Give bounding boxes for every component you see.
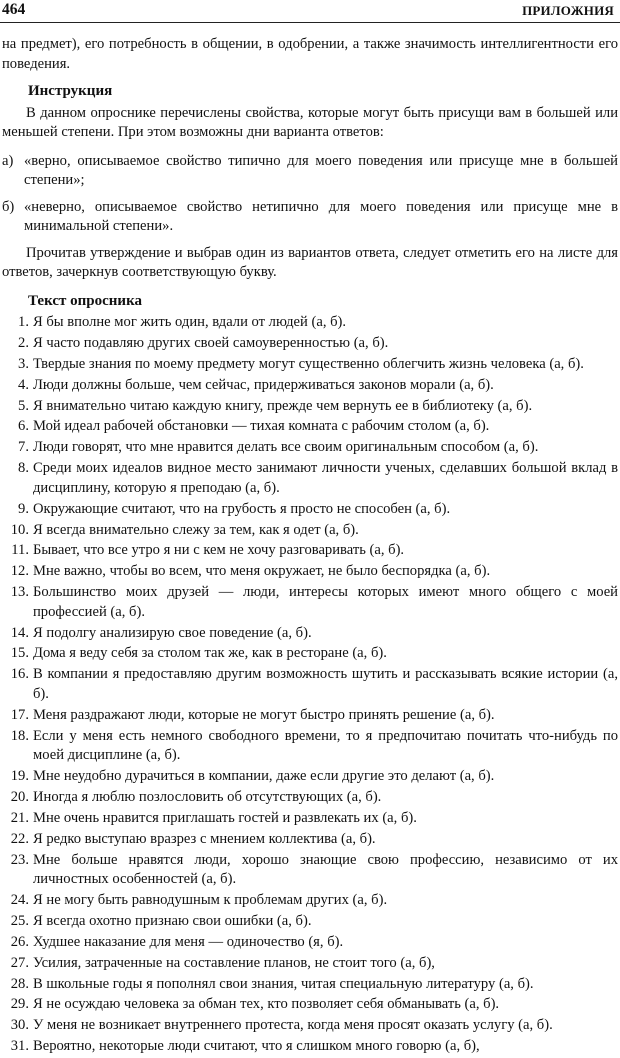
- instruction-paragraph: В данном опроснике перечислены свойства, которые могут быть присущи вам в большей или меньшей степени. При этом возможны дни варианта ответов:: [2, 104, 618, 140]
- item-text: Я подолгу анализирую свое поведение (а, б).: [33, 624, 312, 641]
- item-text: Я внимательно читаю каждую книгу, прежде чем вернуть ее в библиотеку (а, б).: [33, 397, 533, 414]
- questionnaire-item: [2, 975, 618, 995]
- questionnaire-item: [2, 1037, 618, 1057]
- item-number: 4.: [18, 376, 29, 393]
- item-text: Дома я веду себя за столом так же, как в ресторане (а, б).: [33, 645, 387, 662]
- item-text: Бывает, что все утро я ни с кем не хочу разговаривать (а, б).: [33, 542, 405, 559]
- item-text: Большинство моих друзей — люди, интересы которых имеют много общего с моей профессией (а, б).: [33, 584, 618, 620]
- item-text: Я не осуждаю человека за обман тех, кто позволяет себя обманывать (а, б).: [33, 996, 500, 1013]
- questionnaire-item: [2, 355, 618, 375]
- questionnaire-item: [2, 397, 618, 417]
- item-number: 11.: [11, 542, 29, 559]
- item-number: 27.: [10, 954, 29, 971]
- questionnaire-item: [2, 1016, 618, 1036]
- questionnaire-item: [2, 376, 618, 396]
- item-text: Меня раздражают люди, которые не могут быстро принять решение (а, б).: [33, 706, 495, 723]
- item-text: Если у меня есть немного свободного времени, то я предпочитаю почитать что-нибудь по моей дисциплине (а, б).: [33, 727, 618, 764]
- questionnaire-item: [2, 891, 618, 911]
- questionnaire-item: [2, 809, 618, 829]
- questionnaire-item: [2, 334, 618, 354]
- item-number: 30.: [10, 1017, 29, 1034]
- questionnaire-item: [2, 954, 618, 974]
- questionnaire-item: [2, 706, 618, 726]
- item-number: 3.: [18, 355, 29, 372]
- item-number: 2.: [18, 334, 29, 351]
- item-number: 31.: [10, 1038, 29, 1055]
- item-number: 23.: [10, 851, 29, 868]
- item-text: Я бы вполне мог жить один, вдали от людей (а, б).: [33, 314, 347, 330]
- item-text: Я не могу быть равнодушным к проблемам других (а, б).: [33, 891, 388, 908]
- variant-marker: б): [2, 198, 15, 215]
- answer-variants: [2, 152, 618, 237]
- answer-variant: [2, 198, 618, 237]
- item-number: 14.: [10, 624, 29, 641]
- questionnaire-item: [2, 851, 618, 890]
- questionnaire-item: [2, 995, 618, 1015]
- questionnaire-item: [2, 459, 618, 498]
- questionnaire-item: [2, 562, 618, 582]
- page-body: [2, 35, 618, 1058]
- questionnaire-item: [2, 933, 618, 953]
- item-number: 17.: [10, 706, 29, 723]
- item-text: Я редко выступаю вразрез с мнением коллектива (а, б).: [33, 830, 376, 847]
- item-text: Мой идеал рабочей обстановки — тихая комната с рабочим столом (а, б).: [33, 418, 490, 435]
- item-text: У меня не возникает внутреннего протеста, когда меня просят оказать услугу (а, б).: [33, 1017, 553, 1034]
- item-number: 28.: [10, 975, 29, 992]
- intro-continuation: на предмет), его потребность в общении, в одобрении, а также значимость интеллигентности его поведения.: [2, 36, 618, 72]
- item-text: Среди моих идеалов видное место занимают личности ученых, сделавших большой вклад в дисциплину, которую я преподаю (а, б).: [33, 460, 618, 496]
- item-number: 26.: [10, 933, 29, 950]
- item-text: В компании я предоставляю другим возможность шутить и рассказывать всякие истории (а, б).: [33, 666, 618, 702]
- questionnaire-item: [2, 500, 618, 520]
- item-text: Окружающие считают, что на грубость я просто не способен (а, б).: [33, 500, 451, 517]
- item-number: 10.: [10, 521, 29, 538]
- questionnaire-item: [2, 313, 618, 333]
- item-text: Иногда я люблю позлословить об отсутствующих (а, б).: [33, 788, 382, 805]
- item-text: Твердые знания по моему предмету могут существенно облегчить жизнь человека (а, б).: [33, 355, 584, 372]
- item-number: 6.: [18, 418, 29, 435]
- questionnaire-item: [2, 644, 618, 664]
- item-number: 22.: [10, 830, 29, 847]
- item-text: Усилия, затраченные на составление планов, не стоит того (а, б),: [33, 954, 435, 971]
- item-number: 18.: [10, 727, 29, 744]
- item-number: 29.: [10, 996, 29, 1013]
- item-text: Я всегда охотно признаю свои ошибки (а, б).: [33, 912, 312, 929]
- item-number: 13.: [10, 584, 29, 601]
- item-number: 24.: [10, 891, 29, 908]
- instruction-heading: Инструкция: [28, 83, 113, 99]
- item-number: 15.: [10, 645, 29, 662]
- page-number: 464: [2, 1, 26, 18]
- header-rule: [0, 22, 620, 23]
- questionnaire-item: [2, 665, 618, 704]
- questionnaire-item: [2, 417, 618, 437]
- item-number: 1.: [18, 314, 29, 330]
- item-number: 5.: [18, 397, 29, 414]
- item-number: 7.: [18, 439, 29, 456]
- running-title: ПРИЛОЖНИЯ: [522, 3, 614, 18]
- questionnaire-item: [2, 830, 618, 850]
- item-text: Люди говорят, что мне нравится делать все своим оригинальным способом (а, б).: [33, 439, 539, 456]
- item-text: Худшее наказание для меня — одиночество (я, б).: [33, 933, 344, 950]
- questionnaire-item: [2, 438, 618, 458]
- instruction-closing: Прочитав утверждение и выбрав один из вариантов ответа, следует отметить его на листе для ответов, зачеркнув соответствующую букву.: [2, 244, 618, 280]
- questionnaire-item: [2, 583, 618, 622]
- item-number: 12.: [10, 563, 29, 580]
- item-number: 19.: [10, 768, 29, 785]
- questionnaire-item: [2, 727, 618, 766]
- item-text: Я всегда внимательно слежу за тем, как я одет (а, б).: [33, 521, 359, 538]
- item-number: 21.: [10, 809, 29, 826]
- variant-marker: а): [2, 152, 14, 169]
- item-text: В школьные годы я пополнял свои знания, читая специальную литературу (а, б).: [33, 975, 534, 992]
- questionnaire-item: [2, 521, 618, 541]
- item-text: Мне очень нравится приглашать гостей и развлекать их (а, б).: [33, 809, 417, 826]
- item-number: 9.: [18, 500, 29, 517]
- item-text: Мне больше нравятся люди, хорошо знающие свою профессию, независимо от их личностных особенностей (а, б).: [33, 851, 618, 888]
- item-text: Люди должны больше, чем сейчас, придерживаться законов морали (а, б).: [33, 376, 494, 393]
- questionnaire-item: [2, 541, 618, 561]
- item-number: 25.: [10, 912, 29, 929]
- item-text: Мне важно, чтобы во всем, что меня окружает, не было беспорядка (а, б).: [33, 563, 491, 580]
- questionnaire-item: [2, 912, 618, 932]
- item-text: Я часто подавляю других своей самоуверенностью (а, б).: [33, 334, 389, 351]
- item-number: 8.: [18, 460, 29, 477]
- questionnaire-heading: Текст опросника: [28, 292, 142, 309]
- questionnaire-item: [2, 624, 618, 644]
- item-text: Мне неудобно дурачиться в компании, даже если другие это делают (а, б).: [33, 768, 495, 785]
- answer-variant: [2, 152, 618, 191]
- item-number: 16.: [10, 666, 29, 683]
- item-number: 20.: [10, 788, 29, 805]
- questionnaire-item: [2, 767, 618, 787]
- item-text: Вероятно, некоторые люди считают, что я слишком много говорю (а, б),: [33, 1038, 480, 1055]
- questionnaire-item: [2, 788, 618, 808]
- variant-text: «неверно, описываемое свойство нетипично для моего поведения или присуще мне в минимальной степени».: [24, 198, 618, 234]
- variant-text: «верно, описываемое свойство типично для моего поведения или присуще мне в большей степени»;: [24, 152, 618, 188]
- questionnaire-list: [2, 313, 618, 1057]
